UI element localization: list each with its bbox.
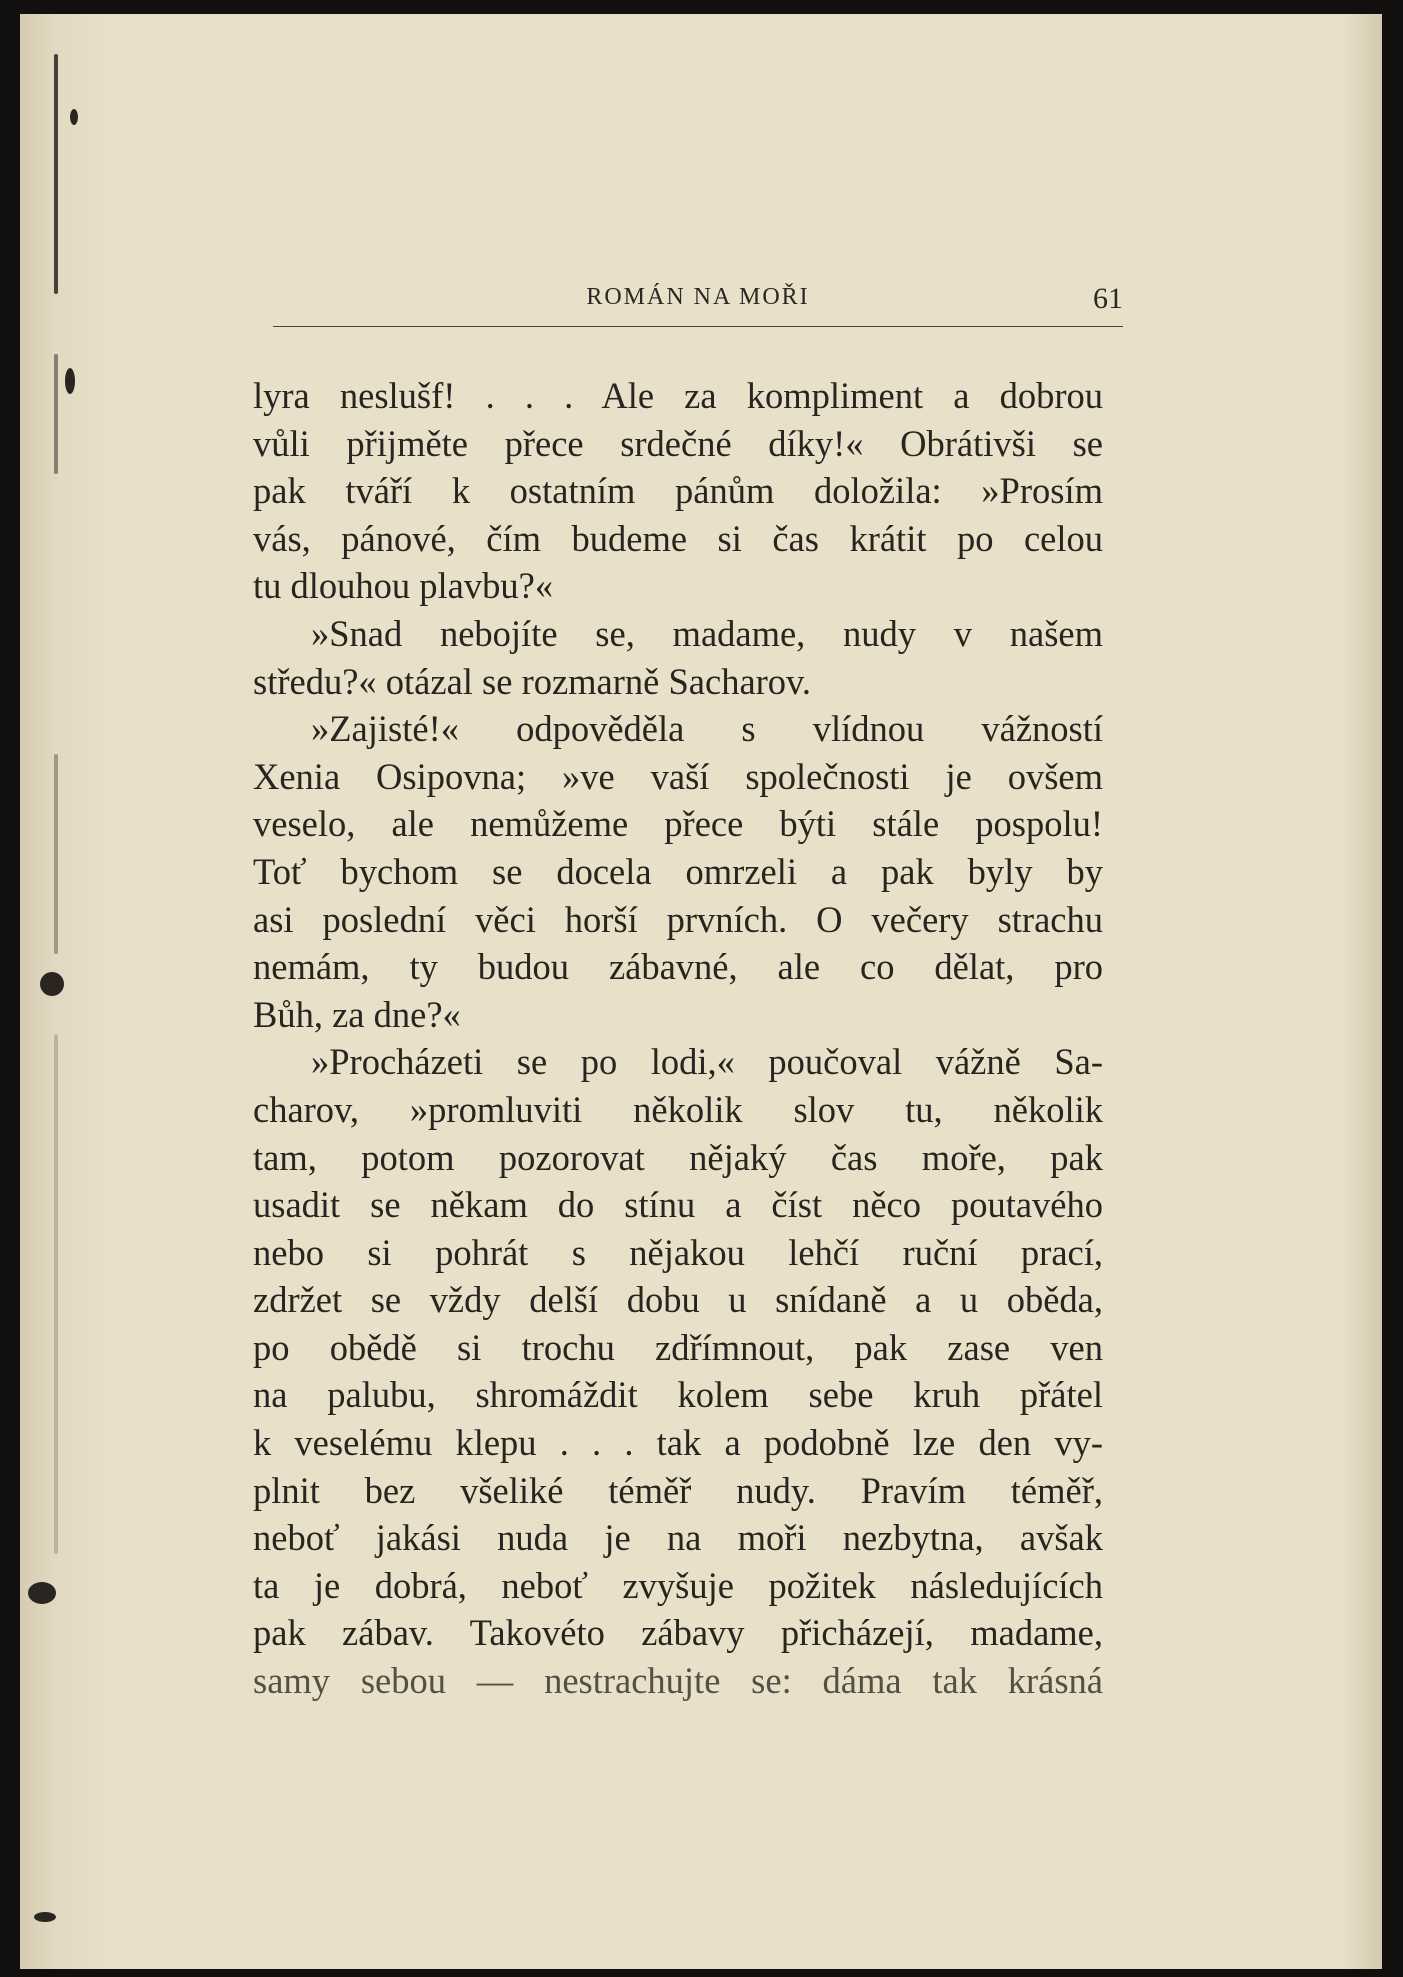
text-line: po obědě si trochu zdřímnout, pak zase ven (253, 1326, 1103, 1368)
body-text (253, 372, 1103, 1705)
text-line: charov, »promluviti několik slov tu, několik (253, 1088, 1103, 1130)
text-line: nemám, ty budou zábavné, ale co dělat, pro (253, 946, 1103, 988)
gutter-line (54, 354, 58, 474)
gutter-line (54, 1034, 58, 1554)
text-line: Xenia Osipovna; »ve vaší společnosti je ovšem (253, 755, 1103, 797)
page-number: 61 (1093, 282, 1123, 315)
spine-shadow (20, 14, 110, 1969)
text-line: lyra neslušf! . . . Ale za kompliment a dobrou (253, 375, 1103, 416)
text-line: vás, pánové, čím budeme si čas krátit po celou (253, 517, 1103, 559)
text-line: neboť jakási nuda je na moři nezbytna, avšak (253, 1517, 1103, 1559)
header-rule (273, 326, 1123, 327)
gutter-mark (28, 1582, 56, 1604)
running-title: ROMÁN NA MOŘI (586, 284, 810, 310)
gutter-mark (70, 109, 78, 125)
text-line: k veselému klepu . . . tak a podobně lze den vy- (253, 1422, 1103, 1464)
gutter-line (54, 754, 58, 954)
text-line: nebo si pohrát s nějakou lehčí ruční prací, (253, 1231, 1103, 1273)
text-line: plnit bez všeliké téměř nudy. Pravím téměř, (253, 1469, 1103, 1511)
text-line: zdržet se vždy delší dobu u snídaně a u oběda, (253, 1279, 1103, 1321)
text-line: asi poslední věci horší prvních. O večery strachu (253, 898, 1103, 940)
text-line: tu dlouhou plavbu?« (253, 565, 554, 607)
text-line: ta je dobrá, neboť zvyšuje požitek následujících (253, 1564, 1103, 1606)
gutter-mark (40, 972, 64, 996)
text-line: pak zábav. Takovéto zábavy přicházejí, madame, (253, 1612, 1103, 1654)
text-line: »Zajisté!« odpověděla s vlídnou vážností (311, 708, 1103, 750)
gutter-line (54, 54, 58, 294)
gutter-mark (34, 1912, 56, 1922)
text-line: pak tváří k ostatním pánům doložila: »Prosím (253, 470, 1103, 512)
text-line: na palubu, shromáždit kolem sebe kruh přátel (253, 1374, 1103, 1416)
text-line: usadit se někam do stínu a číst něco poutavého (253, 1184, 1103, 1226)
text-line: »Snad nebojíte se, madame, nudy v našem (311, 612, 1103, 654)
text-line: veselo, ale nemůžeme přece býti stále pospolu! (253, 803, 1103, 845)
text-line: tam, potom pozorovat nějaký čas moře, pak (253, 1136, 1103, 1178)
text-line: Bůh, za dne?« (253, 993, 461, 1035)
gutter-mark (65, 368, 75, 394)
text-line: Toť bychom se docela omrzeli a pak byly by (253, 850, 1103, 892)
text-line: »Procházeti se po lodi,« poučoval vážně Sa- (311, 1041, 1103, 1083)
page-edge-shadow (1342, 14, 1382, 1969)
text-line: vůli přijměte přece srdečné díky!« Obrátivši se (253, 422, 1103, 464)
page-header (273, 284, 1123, 334)
text-line: středu?« otázal se rozmarně Sacharov. (253, 660, 812, 702)
text-line: samy sebou — nestrachujte se: dáma tak krásná (253, 1660, 1103, 1702)
